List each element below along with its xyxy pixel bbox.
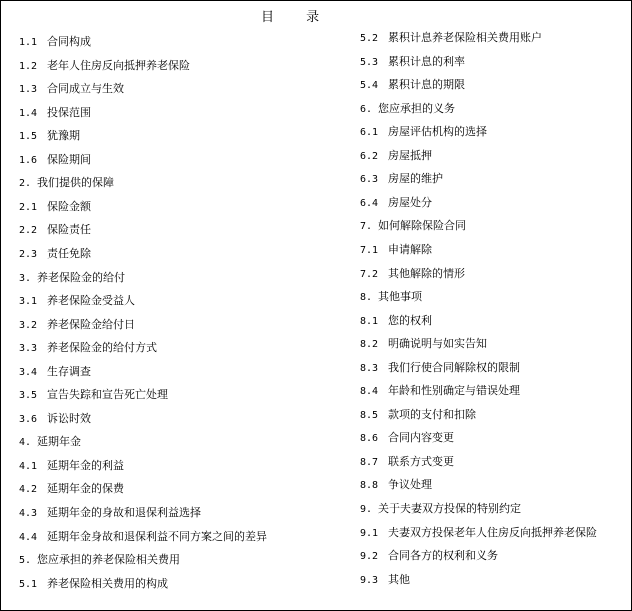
toc-entry-text: 宣告失踪和宣告死亡处理 [47,388,168,402]
toc-entry-number: 1.5 [19,131,38,143]
toc-entry-number: 1.2 [19,60,38,72]
toc-entry-number: 7.2 [360,268,379,280]
toc-entry-number: 8. [360,292,373,304]
toc-entry-number: 5.3 [360,56,379,68]
toc-entry [360,502,521,517]
toc-entry-text: 我们行使合同解除权的限制 [388,360,520,374]
toc-entry-text: 投保范围 [47,105,91,119]
toc-entry-number: 4.4 [19,531,38,543]
toc-entry-text: 养老保险金给付日 [47,317,135,331]
toc-entry [360,408,476,423]
toc-entry-text: 养老保险金的给付方式 [47,341,157,355]
toc-entry-number: 8.2 [360,339,379,351]
toc-entry [19,577,168,592]
toc-entry-text: 合同内容变更 [388,431,454,445]
toc-entry-number: 7.1 [360,244,379,256]
toc-entry [19,530,267,545]
toc-entry-number: 5. [19,555,32,567]
toc-entry-text: 保险期间 [47,152,91,166]
toc-entry [19,153,91,168]
toc-entry-number: 9.3 [360,574,379,586]
toc-entry-text: 关于夫妻双方投保的特别约定 [378,502,521,515]
toc-entry-text: 夫妻双方投保老年人住房反向抵押养老保险 [388,525,597,539]
toc-entry-number: 2.2 [19,225,38,237]
toc-entry [19,35,91,50]
toc-entry-text: 养老保险相关费用的构成 [47,576,168,590]
toc-entry-text: 房屋处分 [388,195,432,209]
toc-entry-text: 年龄和性别确定与错误处理 [388,384,520,398]
toc-entry-number: 3.4 [19,366,38,378]
toc-entry-text: 养老保险金的给付 [37,270,125,284]
toc-entry-text: 合同成立与生效 [47,82,124,96]
toc-entry-text: 养老保险金受益人 [47,294,135,308]
toc-entry [360,337,487,352]
toc-entry-number: 4.2 [19,484,38,496]
toc-entry [19,553,180,568]
toc-entry [19,294,135,309]
toc-entry [360,78,465,93]
toc-entry-number: 4. [19,437,32,449]
toc-entry-text: 犹豫期 [47,129,80,143]
toc-entry-text: 房屋评估机构的选择 [388,125,487,139]
toc-entry-number: 1.3 [19,84,38,96]
toc-entry-number: 4.3 [19,508,38,519]
toc-entry-number: 2.3 [19,248,38,260]
toc-entry [19,459,124,474]
toc-entry-text: 申请解除 [388,242,432,256]
toc-entry-text: 合同各方的权利和义务 [388,549,498,563]
toc-entry-text: 您应承担的义务 [378,101,455,115]
toc-entry-text: 联系方式变更 [388,454,454,468]
toc-entry [19,82,124,97]
toc-entry-text: 如何解除保险合同 [378,219,466,233]
toc-entry-number: 3.2 [19,319,38,331]
toc-entry-number: 8.3 [360,362,379,374]
toc-entry [19,435,81,450]
toc-entry-text: 累积计息养老保险相关费用账户 [388,31,542,44]
toc-entry-text: 款项的支付和扣除 [388,407,476,421]
toc-entry-number: 5.1 [19,578,38,590]
toc-entry-text: 明确说明与如实告知 [388,337,487,351]
toc-entry [360,55,465,70]
toc-entry [360,125,487,140]
toc-entry-number: 1.4 [19,107,38,119]
toc-entry-number: 3. [19,272,32,284]
toc-entry [360,243,432,258]
toc-entry [360,431,454,446]
toc-entry-number: 5.2 [360,33,379,44]
toc-entry-text: 延期年金的保费 [47,482,124,496]
toc-entry-text: 延期年金身故和退保利益不同方案之间的差异 [47,529,267,543]
toc-entry-text: 老年人住房反向抵押养老保险 [47,58,190,72]
toc-entry-text: 延期年金 [37,435,81,449]
toc-entry-text: 合同构成 [47,35,91,48]
toc-entry-number: 6. [360,103,373,115]
toc-entry-text: 房屋抵押 [388,148,432,162]
toc-entry [19,388,168,403]
toc-entry-text: 争议处理 [388,478,432,492]
toc-entry [19,318,135,333]
toc-entry [19,506,201,521]
toc-entry-text: 房屋的维护 [388,172,443,186]
toc-entry-number: 8.4 [360,386,379,398]
toc-entry-number: 2. [19,178,32,190]
toc-entry-number: 8.7 [360,456,379,468]
toc-entry-text: 其他 [388,572,410,586]
toc-entry-number: 3.6 [19,413,38,425]
toc-entry-number: 3.5 [19,390,38,402]
toc-entry-text: 诉讼时效 [47,411,91,425]
toc-entry [360,314,432,329]
toc-entry [19,106,91,121]
toc-entry-text: 保险责任 [47,223,91,237]
toc-entry-number: 6.1 [360,127,379,139]
toc-entry [360,196,432,211]
toc-entry [19,271,125,286]
toc-entry [360,172,443,187]
toc-entry-text: 责任免除 [47,246,91,260]
toc-entry-number: 6.2 [360,150,379,162]
toc-entry [19,482,124,497]
toc-entry-number: 2.1 [19,201,38,213]
toc-entry-number: 3.3 [19,343,38,355]
toc-entry-number: 1.1 [19,37,38,48]
toc-entry-number: 9.1 [360,527,379,539]
toc-entry [360,526,597,541]
toc-entry-number: 4.1 [19,460,38,472]
toc-entry [360,361,520,376]
toc-entry-number: 6.4 [360,197,379,209]
toc-entry-number: 3.1 [19,296,38,308]
toc-entry [360,573,410,588]
toc-entry-text: 生存调查 [47,364,91,378]
toc-entry-text: 其他解除的情形 [388,266,465,280]
toc-entry-text: 延期年金的身故和退保利益选择 [47,506,201,519]
toc-entry [360,219,466,234]
toc-entry [19,223,91,238]
toc-entry [19,129,80,144]
toc-entry [360,267,465,282]
toc-entry [19,365,91,380]
toc-entry [19,200,91,215]
toc-entry [360,549,498,564]
toc-entry-number: 8.8 [360,480,379,492]
toc-entry-number: 8.6 [360,433,379,445]
toc-entry-text: 延期年金的利益 [47,458,124,472]
toc-entry [360,478,432,493]
toc-entry-number: 9.2 [360,551,379,563]
toc-entry-text: 您应承担的养老保险相关费用 [37,553,180,567]
toc-entry [360,102,455,117]
toc-entry [19,176,114,191]
toc-entry-text: 累积计息的期限 [388,78,465,92]
toc-entry-number: 9. [360,504,373,515]
toc-entry-number: 8.1 [360,315,379,327]
toc-entry [360,455,454,470]
toc-entry [360,149,432,164]
toc-entry-number: 6.3 [360,174,379,186]
toc-entry-text: 其他事项 [378,290,422,304]
toc-entry-number: 8.5 [360,409,379,421]
toc-entry-text: 我们提供的保障 [37,176,114,190]
toc-title: 目 录 [261,10,334,25]
toc-entry-text: 保险金额 [47,199,91,213]
toc-entry [360,384,520,399]
toc-entry-text: 累积计息的利率 [388,54,465,68]
toc-entry [360,31,542,46]
toc-entry [19,247,91,262]
toc-entry [19,341,157,356]
toc-entry-number: 1.6 [19,154,38,166]
toc-entry-number: 7. [360,221,373,233]
toc-entry-text: 您的权利 [388,313,432,327]
toc-entry [19,412,91,427]
toc-entry [19,59,190,74]
toc-entry [360,290,422,305]
toc-entry-number: 5.4 [360,80,379,92]
